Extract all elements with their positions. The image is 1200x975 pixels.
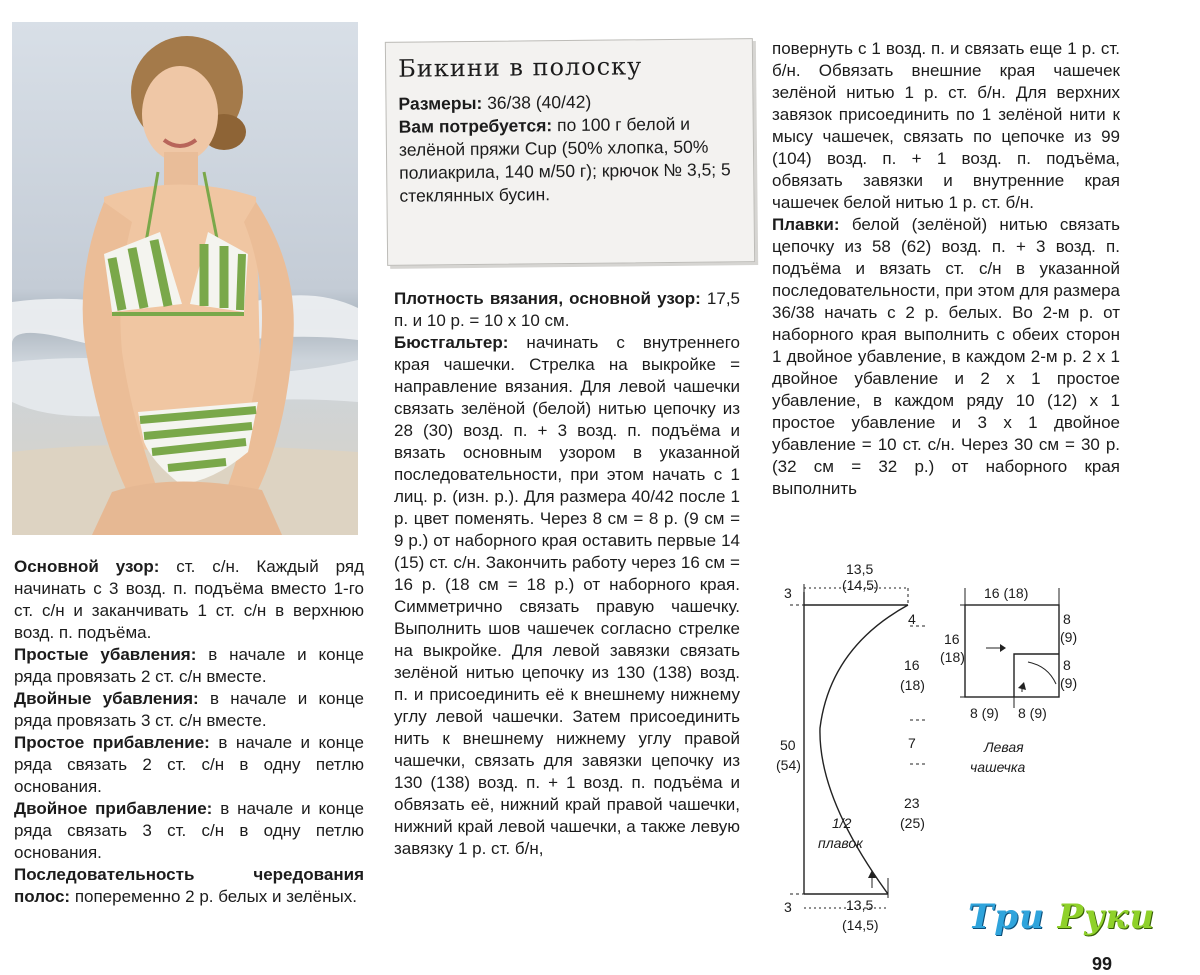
paragraph-label: Двойное прибавление: — [14, 799, 213, 818]
cup-dim-top: 16 (18) — [984, 585, 1029, 601]
paragraph-text: ст. с/н. Каждый ряд начинать с 3 возд. п. подъёма вместо 1-го ст. с/н и заканчивать 1 ст. с/н в верхнюю возд. п. подъёма. — [14, 557, 365, 642]
panties-label-fraction: 1/2 — [832, 815, 852, 831]
cup-dim-left-alt: (18) — [940, 649, 965, 665]
dim-seg-1: 4 — [908, 611, 916, 627]
paragraph-label: Простые убавления: — [14, 645, 197, 664]
dim-top-width-alt: (14,5) — [842, 577, 879, 593]
panties-pattern — [776, 561, 926, 933]
dim-height: 50 — [780, 737, 796, 753]
text-column-left — [14, 556, 364, 908]
paragraph — [772, 38, 1120, 214]
paragraph-text: в начале и конце ряда связать 3 ст. с/н в одну петлю основания. — [14, 799, 364, 862]
model-photo — [12, 22, 358, 535]
cup-dim-right-1: 8 — [1063, 611, 1071, 627]
paragraph-text: начинать с внутреннего края чашечки. Стрелка на выкройке = направление вязания. Для левой чашечки связать зелёной (белой) нитью цепочку из 28 (30) возд. п. + 3 возд. п. подъёма и вязать основным узором в указанной последовательности, при этом начать с 1 лиц. р. (изн. р.). Для размера 40/42 после 1 р. цвет поменять. Через 8 см = 8 р. (9 см = 9 р.) от наборного края оставить первые 14 (15) ст. с/н. Закончить работу через 16 см = 16 р. (18 см = 18 р.) от наборного края. Симметрично связать правую чашечку. Выполнить шов чашечек согласно стрелке на выкройке. Для левой завязки связать зелёной нитью цепочку из 130 (138) возд. п. и присоединить её к внешнему нижнему углу левой чашечки. Затем присоединить нить к внешнему нижнему углу правой чашечки, связать для завязки цепочку из 130 (138) возд. п. + 1 возд. п. подъёма и обвязать её, нижний край правой чашечки, нижний край левой чашечки, а также левую завязку 1 р. ст. б/н, — [394, 333, 740, 858]
paragraph-text: попеременно 2 р. белых и зелёных. — [70, 887, 357, 906]
paragraph-text: в начале и конце ряда провязать 2 ст. с/н вместе. — [14, 645, 364, 686]
dim-top-left: 3 — [784, 585, 792, 601]
dim-bottom-width: 13,5 — [846, 897, 874, 913]
paragraph-label: Простое прибавление: — [14, 733, 210, 752]
paragraph-label: Последовательность чередования полос: — [14, 865, 364, 906]
paragraph-text: белой (зелёной) нитью связать цепочку из 58 (62) возд. п. + 3 возд. п. подъёма и вязать ст. с/н в указанной последовательности, при этом для размера 36/38 начать с 2 р. белых. Во 2-м р. от наборного края выполнить с обеих сторон 1 двойное убавление, в каждом 2-м р. 2 х 1 двойное убавление и 2 х 1 простое убавление, в каждом ряду 10 (12) х 1 простое убавление и 3 х 1 двойное убавление = 10 ст. с/н. Через 30 см = 30 р. (32 см = 32 р.) от наборного края выполнить — [772, 215, 1120, 498]
cup-caption-2: чашечка — [970, 759, 1026, 775]
article-title: Бикини в полоску — [397, 52, 643, 83]
paragraph-label: Основной узор: — [14, 557, 160, 576]
watermark-word-1: Три — [968, 897, 1058, 937]
cup-dim-bottom-2: 8 (9) — [1018, 705, 1047, 721]
paragraph — [394, 288, 740, 332]
site-watermark — [968, 897, 1155, 937]
paragraph — [14, 644, 364, 688]
materials-value: по 100 г белой и зелёной пряжи Cup (50% хлопка, 50% полиакрила, 140 м/50 г); крючок № 3,5; 5 стеклянных бусин. — [398, 113, 731, 206]
dim-seg-2-alt: (18) — [900, 677, 925, 693]
paragraph — [394, 332, 740, 860]
paragraph-label: Плотность вязания, основной узор: — [394, 289, 701, 308]
sizes-value: 36/38 (40/42) — [482, 91, 592, 113]
paragraph — [772, 214, 1120, 500]
cup-dim-right-1-alt: (9) — [1060, 629, 1078, 645]
dim-seg-4-alt: (25) — [900, 815, 925, 831]
paragraph-text: в начале и конце ряда провязать 3 ст. с/н вместе. — [14, 689, 364, 730]
materials-label: Вам потребуется: — [398, 115, 553, 137]
dim-bottom-width-alt: (14,5) — [842, 917, 879, 933]
paragraph — [14, 798, 364, 864]
paragraph — [14, 864, 364, 908]
paragraph-label: Плавки: — [772, 215, 840, 234]
cup-dim-right-2: 8 — [1063, 657, 1071, 673]
panties-label: плавок — [818, 835, 863, 851]
dim-height-alt: (54) — [776, 757, 801, 773]
page-number: 99 — [1092, 954, 1113, 974]
pattern-diagrams — [760, 558, 1080, 948]
text-column-middle — [394, 288, 740, 860]
paragraph-text: повернуть с 1 возд. п. и связать еще 1 р. ст. б/н. Обвязать внешние края чашечек зелёной нитью 1 р. ст. б/н. Для верхних завязок присоединить по 1 зелёной нити к мысу чашечек, связать по цепочке из 99 (104) возд. п. + 1 возд. п. подъёма, обвязать завязки и внутренние края чашечек белой нитью 1 р. ст. б/н. — [772, 39, 1120, 212]
cup-caption-1: Левая — [984, 739, 1024, 755]
paragraph-label: Бюстгальтер: — [394, 333, 509, 352]
cup-dim-bottom-1: 8 (9) — [970, 705, 999, 721]
dim-top-width: 13,5 — [846, 561, 874, 577]
cup-dim-right-2-alt: (9) — [1060, 675, 1078, 691]
cup-pattern — [940, 585, 1077, 775]
dim-seg-2: 16 — [904, 657, 920, 673]
sizes-label: Размеры: — [398, 92, 483, 114]
text-column-right — [772, 38, 1120, 500]
paragraph-label: Двойные убавления: — [14, 689, 199, 708]
cup-dim-left: 16 — [944, 631, 960, 647]
title-card — [385, 38, 755, 266]
materials-block — [398, 89, 745, 208]
paragraph-text: в начале и конце ряда связать 2 ст. с/н в одну петлю основания. — [14, 733, 365, 796]
dim-seg-4: 23 — [904, 795, 920, 811]
paragraph — [14, 556, 364, 644]
paragraph-text: 17,5 п. и 10 р. = 10 х 10 см. — [394, 289, 741, 330]
paragraph — [14, 732, 364, 798]
dim-bottom-left: 3 — [784, 899, 792, 915]
bikini-model-illustration — [12, 22, 358, 535]
watermark-word-2: Руки — [1057, 897, 1156, 937]
paragraph — [14, 688, 364, 732]
dim-seg-3: 7 — [908, 735, 916, 751]
